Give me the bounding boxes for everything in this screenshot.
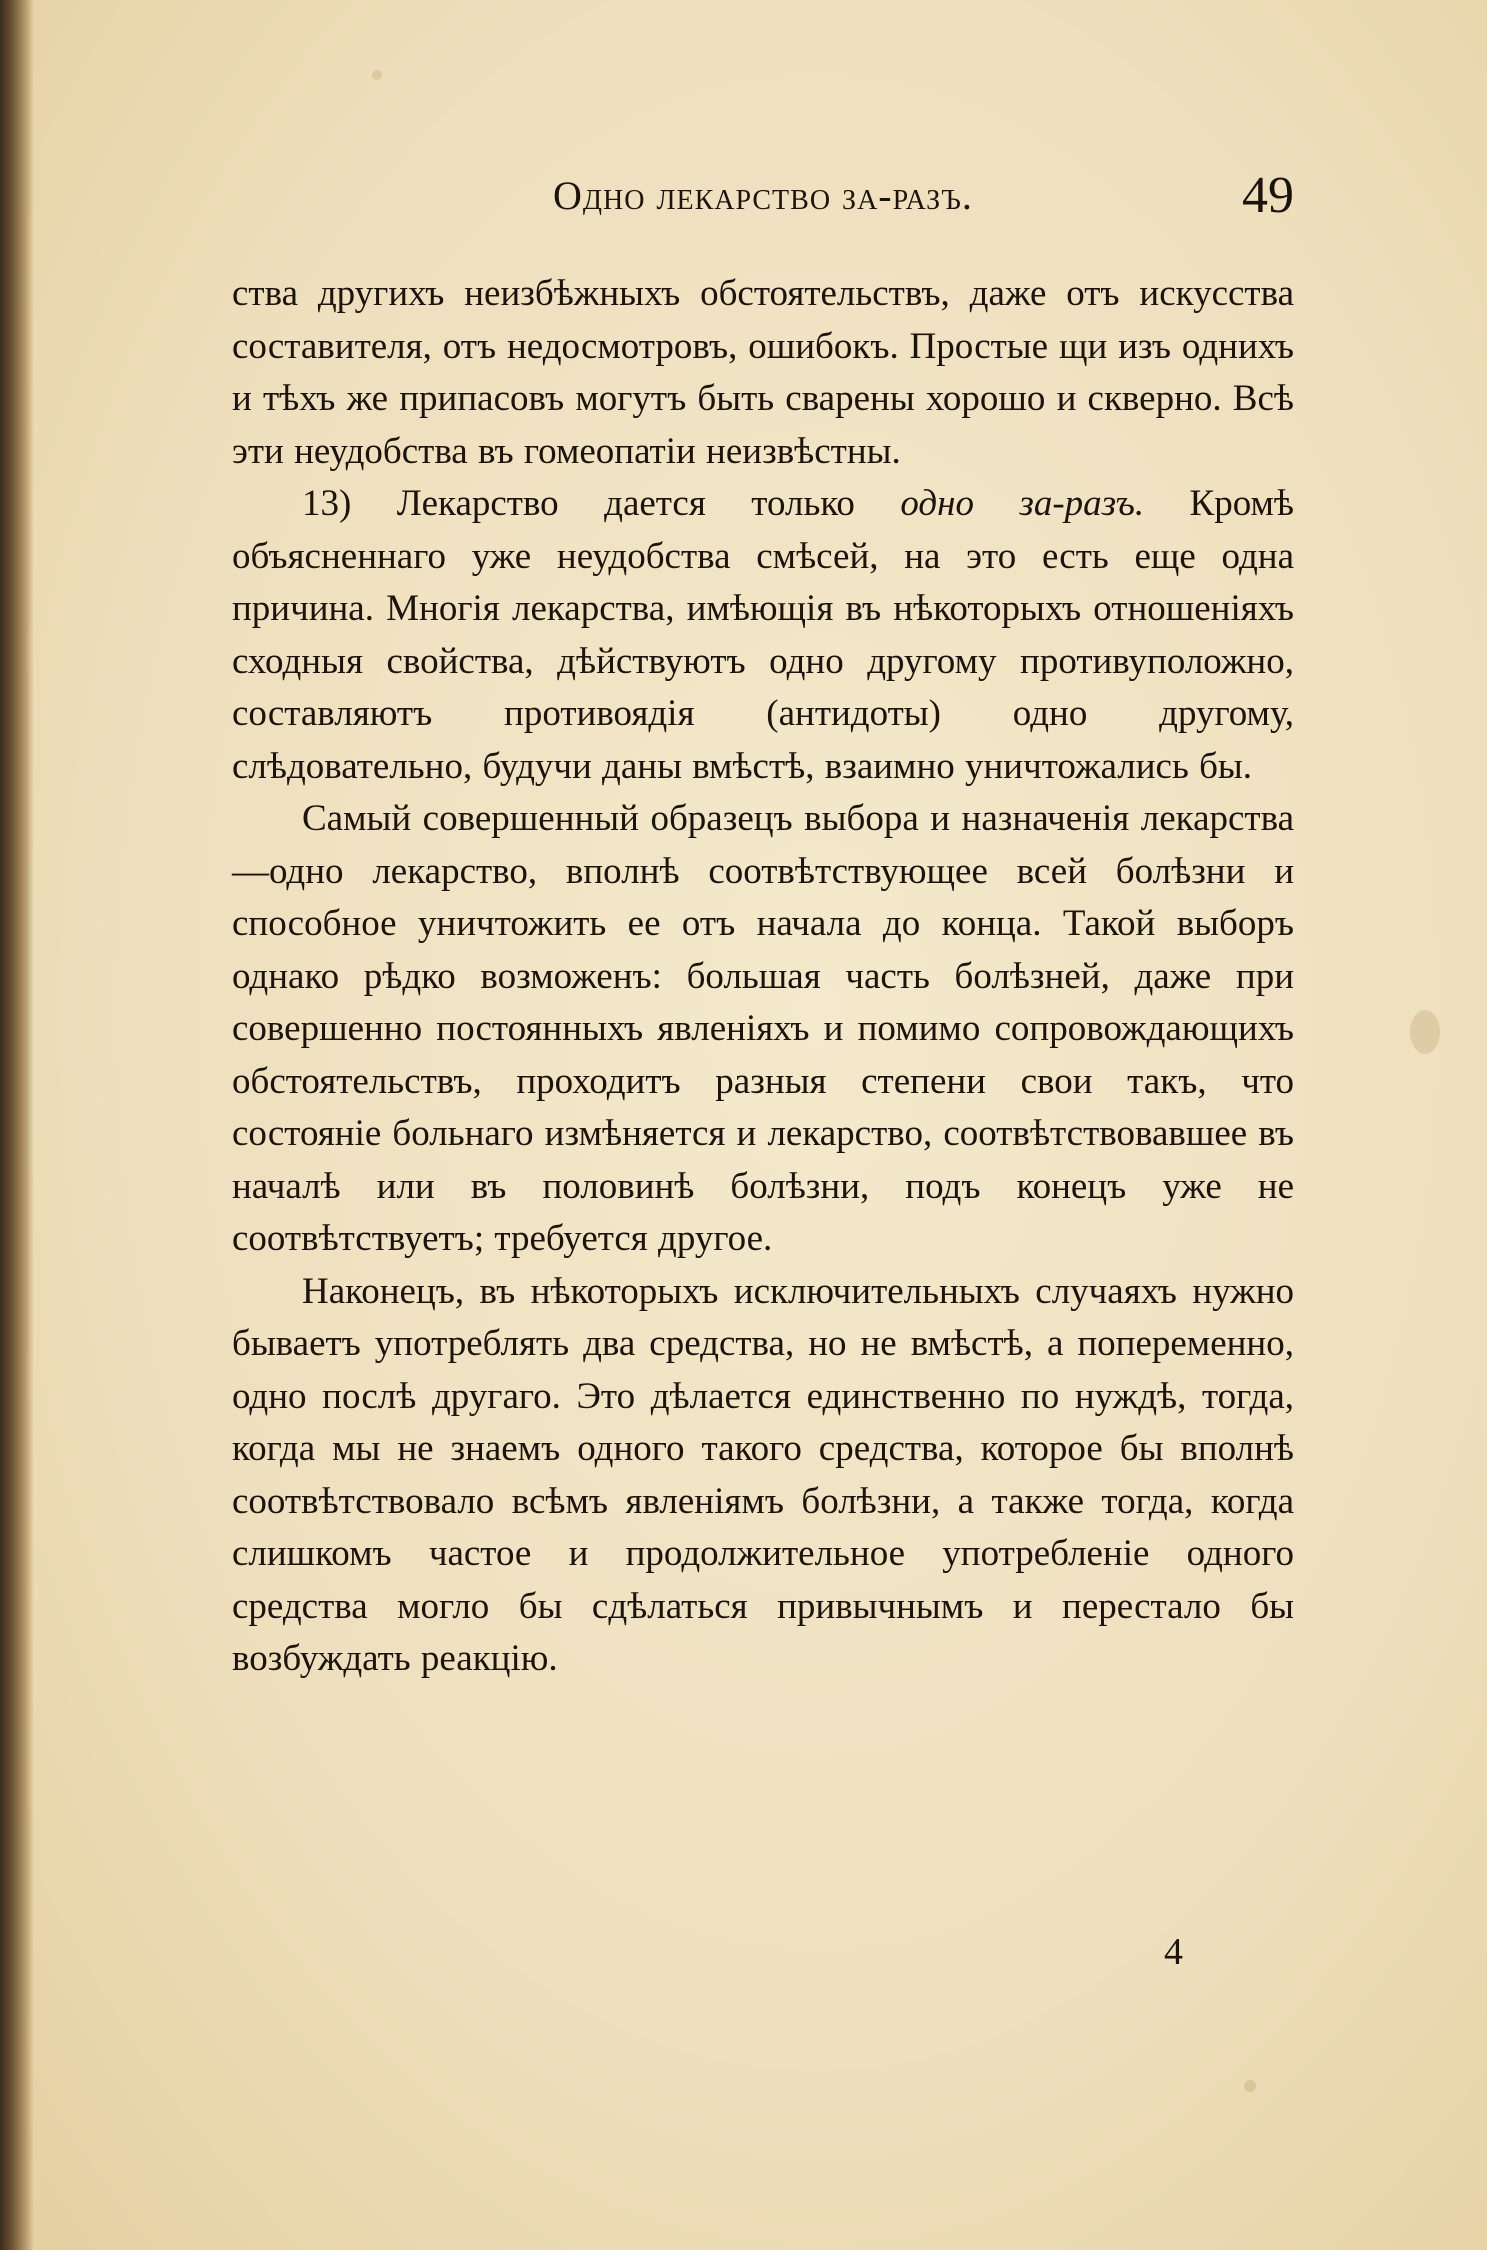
page-binding-shadow [0,0,34,2250]
running-header [232,166,1294,238]
paper-stain [1244,2080,1256,2092]
paragraph-rest: Кромѣ объясненнаго уже неудобства смѣсей, на это есть еще одна причина. Многія лекарства, имѣющія въ нѣкоторыхъ отношеніяхъ сходныя свойства, дѣйствуютъ одно другому противуположно, составляютъ противоядія (антидоты) одно другому, слѣдовательно, будучи даны вмѣстѣ, взаимно уничтожались бы. [232,483,1295,787]
paragraph-alternation: Наконецъ, въ нѣкоторыхъ исключительныхъ случаяхъ нужно бываетъ употреблять два средства, но не вмѣстѣ, а попеременно, одно послѣ другаго. Это дѣлается единственно по нуждѣ, тогда, когда мы не знаемъ одного такого средства, которое бы вполнѣ соотвѣтствовало всѣмъ явленіямъ болѣзни, а также тогда, когда слишкомъ частое и продолжительное употребленіе одного средства могло бы сдѣлаться привычнымъ и перестало бы возбуждать реакцію. [232,1270,1294,1679]
paragraph-continuation: ства другихъ неизбѣжныхъ обстоятельствъ, даже отъ искусства составителя, отъ недосмотровъ, ошибокъ. Простые щи изъ однихъ и тѣхъ же припасовъ могутъ быть сварены хорошо и скверно. Всѣ эти неудобства въ гомеопатіи неизвѣстны. [232,273,1294,472]
body-text [232,268,1294,1686]
paragraph-section-13 [232,478,1294,793]
page-number: 49 [1242,167,1294,224]
paragraph-ideal-choice: Самый совершенный образецъ выбора и назначенія лекарства—одно лекарство, вполнѣ соотвѣтствующее всей болѣзни и способное уничтожить ее отъ начала до конца. Такой выборъ однако рѣдко возможенъ: большая часть болѣзней, даже при совершенно постоянныхъ явленіяхъ и помимо сопровождающихъ обстоятельствъ, проходитъ разныя степени свои такъ, что состояніе больнаго измѣняется и лекарство, соотвѣтствовавшее въ началѣ или въ половинѣ болѣзни, подъ конецъ уже не соотвѣтствуетъ; требуется другое. [232,798,1294,1259]
paragraph-lead: 13) Лекарство дается только [302,483,901,524]
paper-stain [1410,1010,1440,1054]
paper-stain [372,70,382,80]
running-title: Одно лекарство за-разъ. [553,173,973,218]
signature-mark: 4 [1164,1931,1183,1973]
emphasis-text: одно за-разъ. [900,483,1145,524]
